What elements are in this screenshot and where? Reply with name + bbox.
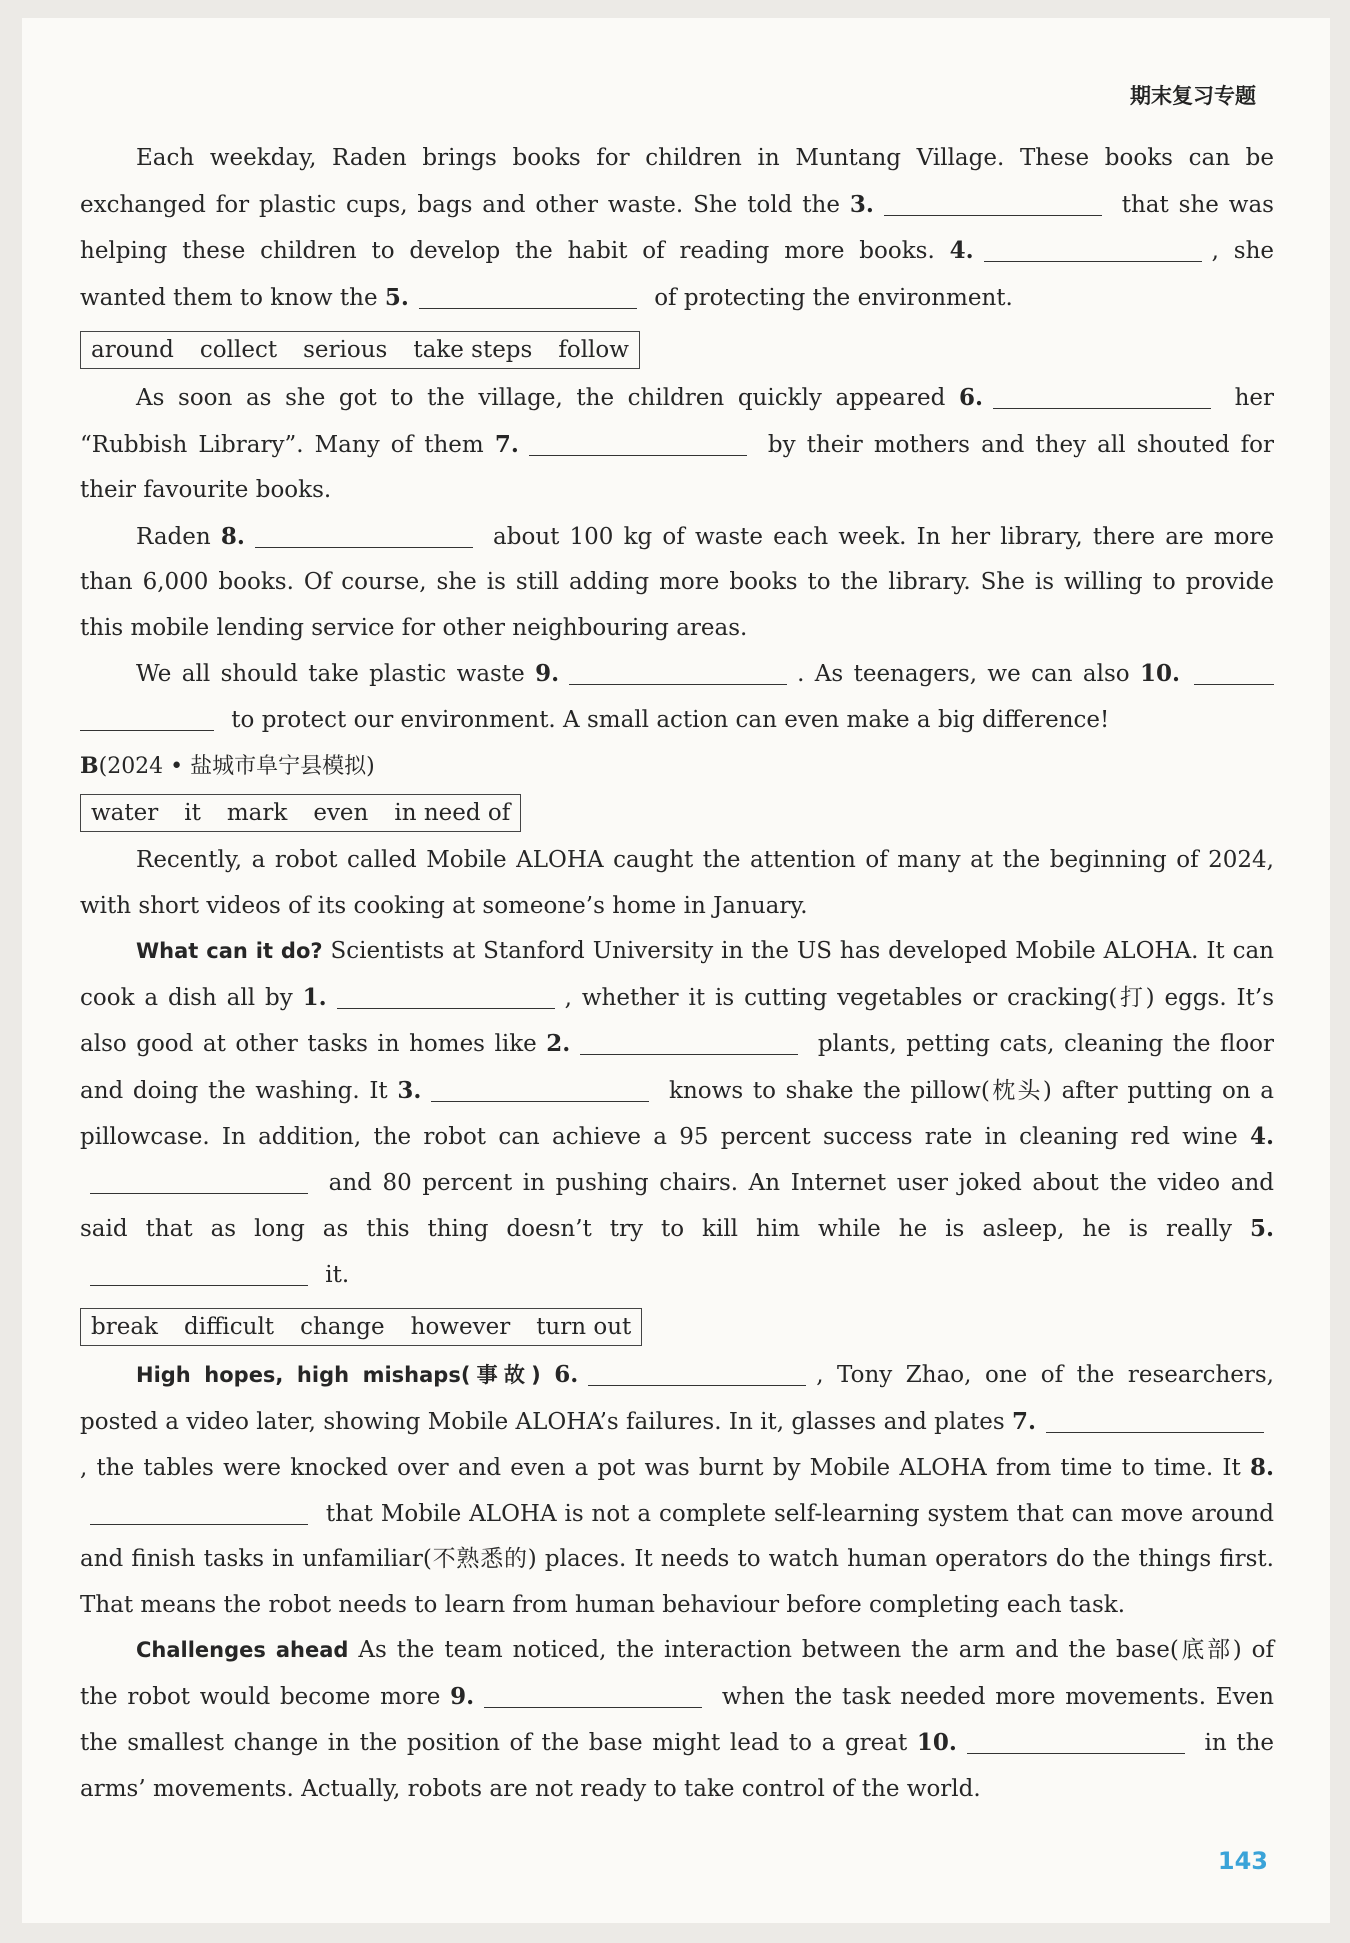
answer-blank-b9[interactable] [484, 1683, 702, 1708]
answer-blank-b1[interactable] [337, 984, 555, 1009]
subheading-high-hopes: High hopes, high mishaps(事故) [136, 1363, 541, 1387]
answer-blank-a4[interactable] [984, 237, 1202, 262]
passage-b-paragraph-2: What can it do? Scientists at Stanford University in the US has developed Mobile ALOHA. It can cook a dish all by 1. , whether it is cutting vegetables or cracking(打) eggs. It’s also good at other tasks in homes like 2. plants, petting cats, cleaning the floor and doing the washing. It 3. knows to shake the pillow(枕头) after putting on a pillowcase. In addition, the robot can achieve a 95 percent success rate in cleaning red wine 4. and 80 percent in pushing chairs. An Internet user joked about the video and said that as long as this thing doesn’t try to kill him while he is asleep, he is really 5. it. [80, 938, 1275, 1288]
answer-blank-b4[interactable] [90, 1169, 308, 1194]
answer-blank-b8[interactable] [90, 1500, 308, 1525]
section-b-heading: B(2024 • 盐城市阜宁县模拟) [80, 753, 375, 779]
answer-blank-a5[interactable] [419, 284, 637, 309]
answer-blank-a7[interactable] [529, 431, 747, 456]
answer-blank-a8[interactable] [255, 523, 473, 548]
answer-blank-b6[interactable] [588, 1361, 806, 1386]
passage-a-paragraph-1: Each weekday, Raden brings books for children in Muntang Village. These books can be exchanged for plastic cups, bags and other waste. She told the 3. that she was helping these children to develop the habit of reading more books. 4. , she wanted them to know the 5. of protecting the environment. [80, 145, 1274, 311]
answer-blank-a10-cont[interactable] [80, 706, 214, 731]
word-box-b2: break difficult change however turn out [80, 1308, 642, 1346]
answer-blank-b10[interactable] [967, 1729, 1185, 1754]
passage-b-paragraph-4: Challenges ahead As the team noticed, the interaction between the arm and the base(底部) of the robot would become more 9. when the task needed more movements. Even the smallest change in the position of the base might lead to a great 10. in the arms’ movements. Actually, robots are not ready to take control of the world. [80, 1637, 1275, 1802]
answer-blank-b7[interactable] [1046, 1408, 1264, 1433]
answer-blank-a9[interactable] [569, 660, 787, 685]
passage-a-paragraph-4: We all should take plastic waste 9. . As teenagers, we can also 10. to protect our environment. A small action can even make a big difference! [80, 651, 1274, 743]
answer-blank-b2[interactable] [580, 1030, 798, 1055]
subheading-what-can-it-do: What can it do? [136, 939, 323, 963]
header-title: 期末复习专题 [1130, 84, 1256, 108]
passage-a-paragraph-2: As soon as she got to the village, the children quickly appeared 6. her “Rubbish Library”. Many of them 7. by their mothers and they all shouted for their favourite books. [80, 384, 1275, 503]
content [80, 136, 1274, 1812]
answer-blank-b3[interactable] [431, 1077, 649, 1102]
subheading-challenges-ahead: Challenges ahead [136, 1638, 349, 1662]
page [22, 18, 1330, 1923]
answer-blank-b5[interactable] [90, 1261, 308, 1286]
word-box-a2: around collect serious take steps follow [80, 331, 640, 369]
word-box-b1: water it mark even in need of [80, 794, 521, 832]
answer-blank-a10[interactable] [1194, 660, 1274, 685]
passage-a-paragraph-3: Raden 8. about 100 kg of waste each week. In her library, there are more than 6,000 books. Of course, she is still adding more books to the library. She is willing to provide this mobile lending service for other neighbouring areas. [80, 522, 1274, 641]
answer-blank-a6[interactable] [993, 384, 1211, 409]
passage-b-paragraph-1: Recently, a robot called Mobile ALOHA caught the attention of many at the beginning of 2024, with short videos of its cooking at someone’s home in January. [80, 847, 1274, 919]
answer-blank-a3[interactable] [884, 191, 1102, 216]
page-number: 143 [1217, 1847, 1268, 1875]
passage-b-paragraph-3: High hopes, high mishaps(事故) 6. , Tony Zhao, one of the researchers, posted a video later, showing Mobile ALOHA’s failures. In it, glasses and plates 7., the tables were knocked over and even a pot was burnt by Mobile ALOHA from time to time. It 8. that Mobile ALOHA is not a complete self-learning system that can move around and finish tasks in unfamiliar(不熟悉的) places. It needs to watch human operators do the things first. That means the robot needs to learn from human behaviour before completing each task. [80, 1361, 1274, 1618]
